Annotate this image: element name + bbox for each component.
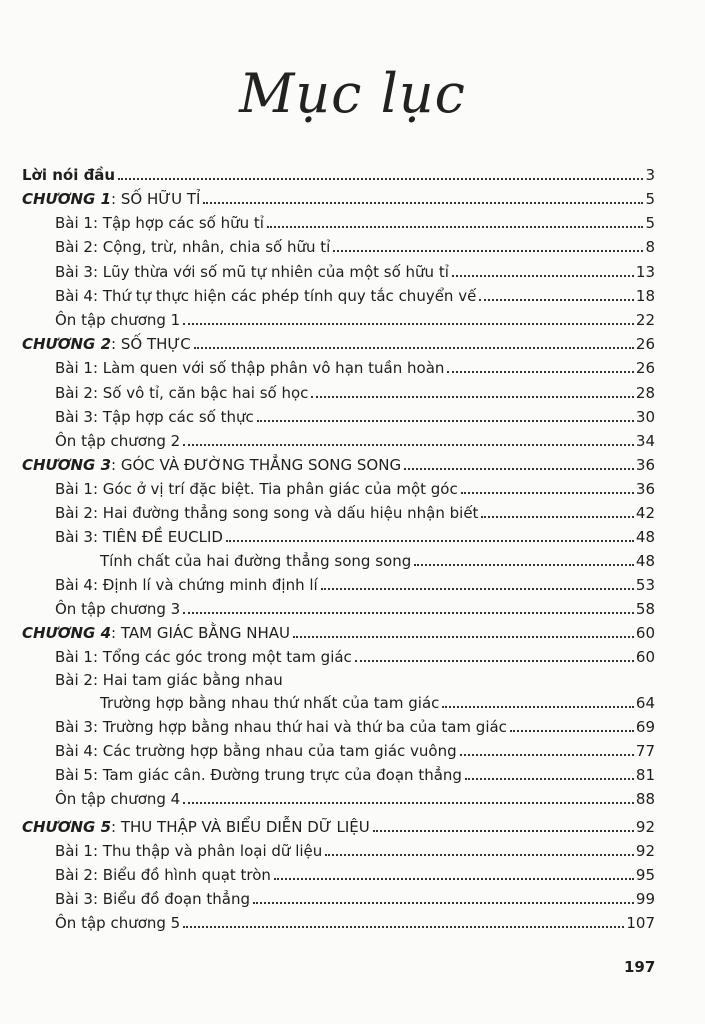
toc-entry-title: Bài 5: Tam giác cân. Đường trung trực của đoạn thẳng — [55, 766, 462, 784]
chapter-number: CHƯƠNG 1 — [22, 190, 112, 208]
toc-page-number: 92 — [635, 842, 655, 860]
toc-page-number: 64 — [635, 694, 655, 712]
toc-entry — [55, 665, 655, 689]
dot-leader — [183, 612, 634, 614]
toc-entry — [55, 860, 655, 884]
dot-leader — [465, 778, 634, 780]
toc-entry-title: Bài 2: Cộng, trừ, nhân, chia số hữu tỉ — [55, 238, 331, 256]
dot-leader — [183, 323, 634, 325]
dot-leader — [333, 250, 643, 252]
dot-leader — [460, 754, 634, 756]
toc-page-number: 48 — [635, 552, 655, 570]
toc-page-number: 88 — [635, 790, 655, 808]
toc-entry-title: Bài 3: Biểu đồ đoạn thẳng — [55, 890, 250, 908]
toc-entry-title: Ôn tập chương 1 — [55, 311, 181, 329]
toc-chapter-entry — [22, 812, 655, 836]
toc-page-number: 99 — [635, 890, 655, 908]
dot-leader — [183, 926, 624, 928]
toc-entry-title: Bài 2: Hai tam giác bằng nhau — [55, 671, 283, 689]
toc-entry-title: Tính chất của hai đường thẳng song song — [100, 552, 412, 570]
toc-page-number: 58 — [635, 600, 655, 618]
toc-chapter-entry — [22, 450, 655, 474]
toc-entry — [55, 281, 655, 305]
toc-entry-title: Bài 3: Tập hợp các số thực — [55, 408, 254, 426]
toc-chapter-entry — [22, 618, 655, 642]
dot-leader — [293, 636, 634, 638]
toc-entry — [55, 884, 655, 908]
toc-entry-title: Bài 2: Hai đường thẳng song song và dấu hiệu nhận biết — [55, 504, 479, 522]
toc-entry-title — [22, 818, 371, 836]
chapter-number: CHƯƠNG 4 — [22, 624, 112, 642]
toc-entry — [55, 836, 655, 860]
toc-entry — [55, 712, 655, 736]
toc-page-number: 22 — [635, 311, 655, 329]
toc-page-number: 81 — [635, 766, 655, 784]
dot-leader — [267, 226, 644, 228]
toc-entry — [55, 402, 655, 426]
toc-entry — [55, 642, 655, 666]
toc-entry-title: Bài 1: Làm quen với số thập phân vô hạn tuần hoàn — [55, 359, 445, 377]
toc-entry — [55, 570, 655, 594]
chapter-title: : THU THẬP VÀ BIỂU DIỄN DỮ LIỆU — [111, 818, 370, 836]
toc-entry — [55, 378, 655, 402]
toc-entry-title: Trường hợp bằng nhau thứ nhất của tam giác — [100, 694, 440, 712]
toc-entry — [55, 594, 655, 618]
chapter-title: : SỐ HỮU TỈ — [111, 190, 201, 208]
toc-entry — [55, 474, 655, 498]
toc-page-number: 30 — [635, 408, 655, 426]
toc-page-number: 18 — [635, 287, 655, 305]
dot-leader — [452, 275, 634, 277]
toc-page-number: 92 — [635, 818, 655, 836]
dot-leader — [442, 706, 634, 708]
toc-page-number: 13 — [635, 263, 655, 281]
dot-leader — [479, 299, 634, 301]
toc-page-number: 34 — [635, 432, 655, 450]
dot-leader — [253, 902, 634, 904]
dot-leader — [447, 371, 634, 373]
toc-entry-title: Bài 1: Tập hợp các số hữu tỉ — [55, 214, 264, 232]
dot-leader — [203, 202, 643, 204]
toc-entry — [55, 208, 655, 232]
dot-leader — [404, 468, 634, 470]
toc-entry — [55, 784, 655, 808]
chapter-title: : GÓC VÀ ĐƯỜNG THẲNG SONG SONG — [111, 456, 402, 474]
toc-page-number: 36 — [635, 480, 655, 498]
page-number: 197 — [624, 958, 656, 976]
toc-entry-title — [22, 456, 402, 474]
toc-entry — [100, 546, 655, 570]
dot-leader — [481, 516, 633, 518]
dot-leader — [257, 420, 634, 422]
toc-entry-title: Bài 3: TIÊN ĐỀ EUCLID — [55, 528, 223, 546]
toc-page-number: 5 — [645, 190, 655, 208]
toc-entry-title: Bài 1: Góc ở vị trí đặc biệt. Tia phân giác của một góc — [55, 480, 458, 498]
toc-entry — [55, 426, 655, 450]
dot-leader — [274, 878, 634, 880]
toc-page-number: 107 — [626, 914, 655, 932]
toc-entry-title: Bài 2: Số vô tỉ, căn bậc hai số học — [55, 384, 309, 402]
toc-entry — [55, 908, 655, 932]
toc-entry-title: Bài 1: Tổng các góc trong một tam giác — [55, 648, 352, 666]
toc-entry-title: Ôn tập chương 5 — [55, 914, 181, 932]
toc-page-number: 77 — [635, 742, 655, 760]
toc-page-number: 48 — [635, 528, 655, 546]
dot-leader — [118, 178, 643, 180]
toc-page-number: 26 — [635, 335, 655, 353]
toc-page-number: 95 — [635, 866, 655, 884]
chapter-number: CHƯƠNG 5 — [22, 818, 112, 836]
toc-entry — [55, 736, 655, 760]
page-title: Mục lục — [239, 62, 466, 125]
toc-page-number: 60 — [635, 624, 655, 642]
toc-page-number: 3 — [645, 166, 655, 184]
toc-entry — [55, 353, 655, 377]
toc-entry — [55, 498, 655, 522]
toc-entry-title: Ôn tập chương 3 — [55, 600, 181, 618]
dot-leader — [183, 802, 634, 804]
toc-entry-title: Bài 3: Lũy thừa với số mũ tự nhiên của một số hữu tỉ — [55, 263, 449, 281]
toc-entry — [55, 305, 655, 329]
toc-page-number: 60 — [635, 648, 655, 666]
chapter-number: CHƯƠNG 2 — [22, 335, 112, 353]
dot-leader — [325, 854, 634, 856]
toc-chapter-entry — [22, 329, 655, 353]
toc-entry-title: Bài 4: Các trường hợp bằng nhau của tam giác vuông — [55, 742, 457, 760]
toc-page-number: 53 — [635, 576, 655, 594]
dot-leader — [311, 396, 633, 398]
toc-entry-title: Bài 4: Định lí và chứng minh định lí — [55, 576, 318, 594]
toc-entry-title: Bài 4: Thứ tự thực hiện các phép tính quy tắc chuyển vế — [55, 287, 477, 305]
toc-entry-title: Ôn tập chương 4 — [55, 790, 181, 808]
dot-leader — [461, 492, 634, 494]
toc-entry — [55, 232, 655, 256]
toc-entry-title: Bài 3: Trường hợp bằng nhau thứ hai và thứ ba của tam giác — [55, 718, 507, 736]
toc-page-number: 26 — [635, 359, 655, 377]
chapter-title: : SỐ THỰC — [111, 335, 191, 353]
toc-entry-title: Lời nói đầu — [22, 166, 116, 184]
dot-leader — [355, 660, 634, 662]
toc-page-number: 42 — [635, 504, 655, 522]
toc-entry-title — [22, 335, 192, 353]
dot-leader — [183, 444, 634, 446]
chapter-number: CHƯƠNG 3 — [22, 456, 112, 474]
dot-leader — [373, 830, 634, 832]
toc-entry — [55, 522, 655, 546]
toc-page-number: 69 — [635, 718, 655, 736]
toc-entry — [55, 760, 655, 784]
dot-leader — [194, 347, 634, 349]
toc-page-number: 28 — [635, 384, 655, 402]
toc-entry-title — [22, 624, 291, 642]
toc-entry-title: Bài 2: Biểu đồ hình quạt tròn — [55, 866, 271, 884]
toc-entry — [100, 688, 655, 712]
toc-entry — [22, 160, 655, 184]
toc-page-number: 8 — [645, 238, 655, 256]
toc-entry-title: Ôn tập chương 2 — [55, 432, 181, 450]
chapter-title: : TAM GIÁC BẰNG NHAU — [111, 624, 291, 642]
toc-chapter-entry — [22, 184, 655, 208]
toc-page-number: 36 — [635, 456, 655, 474]
toc-entry-title: Bài 1: Thu thập và phân loại dữ liệu — [55, 842, 323, 860]
dot-leader — [414, 564, 634, 566]
dot-leader — [226, 540, 634, 542]
dot-leader — [321, 588, 634, 590]
toc-page-number: 5 — [645, 214, 655, 232]
toc-entry — [55, 257, 655, 281]
dot-leader — [510, 730, 634, 732]
toc-entry-title — [22, 190, 201, 208]
